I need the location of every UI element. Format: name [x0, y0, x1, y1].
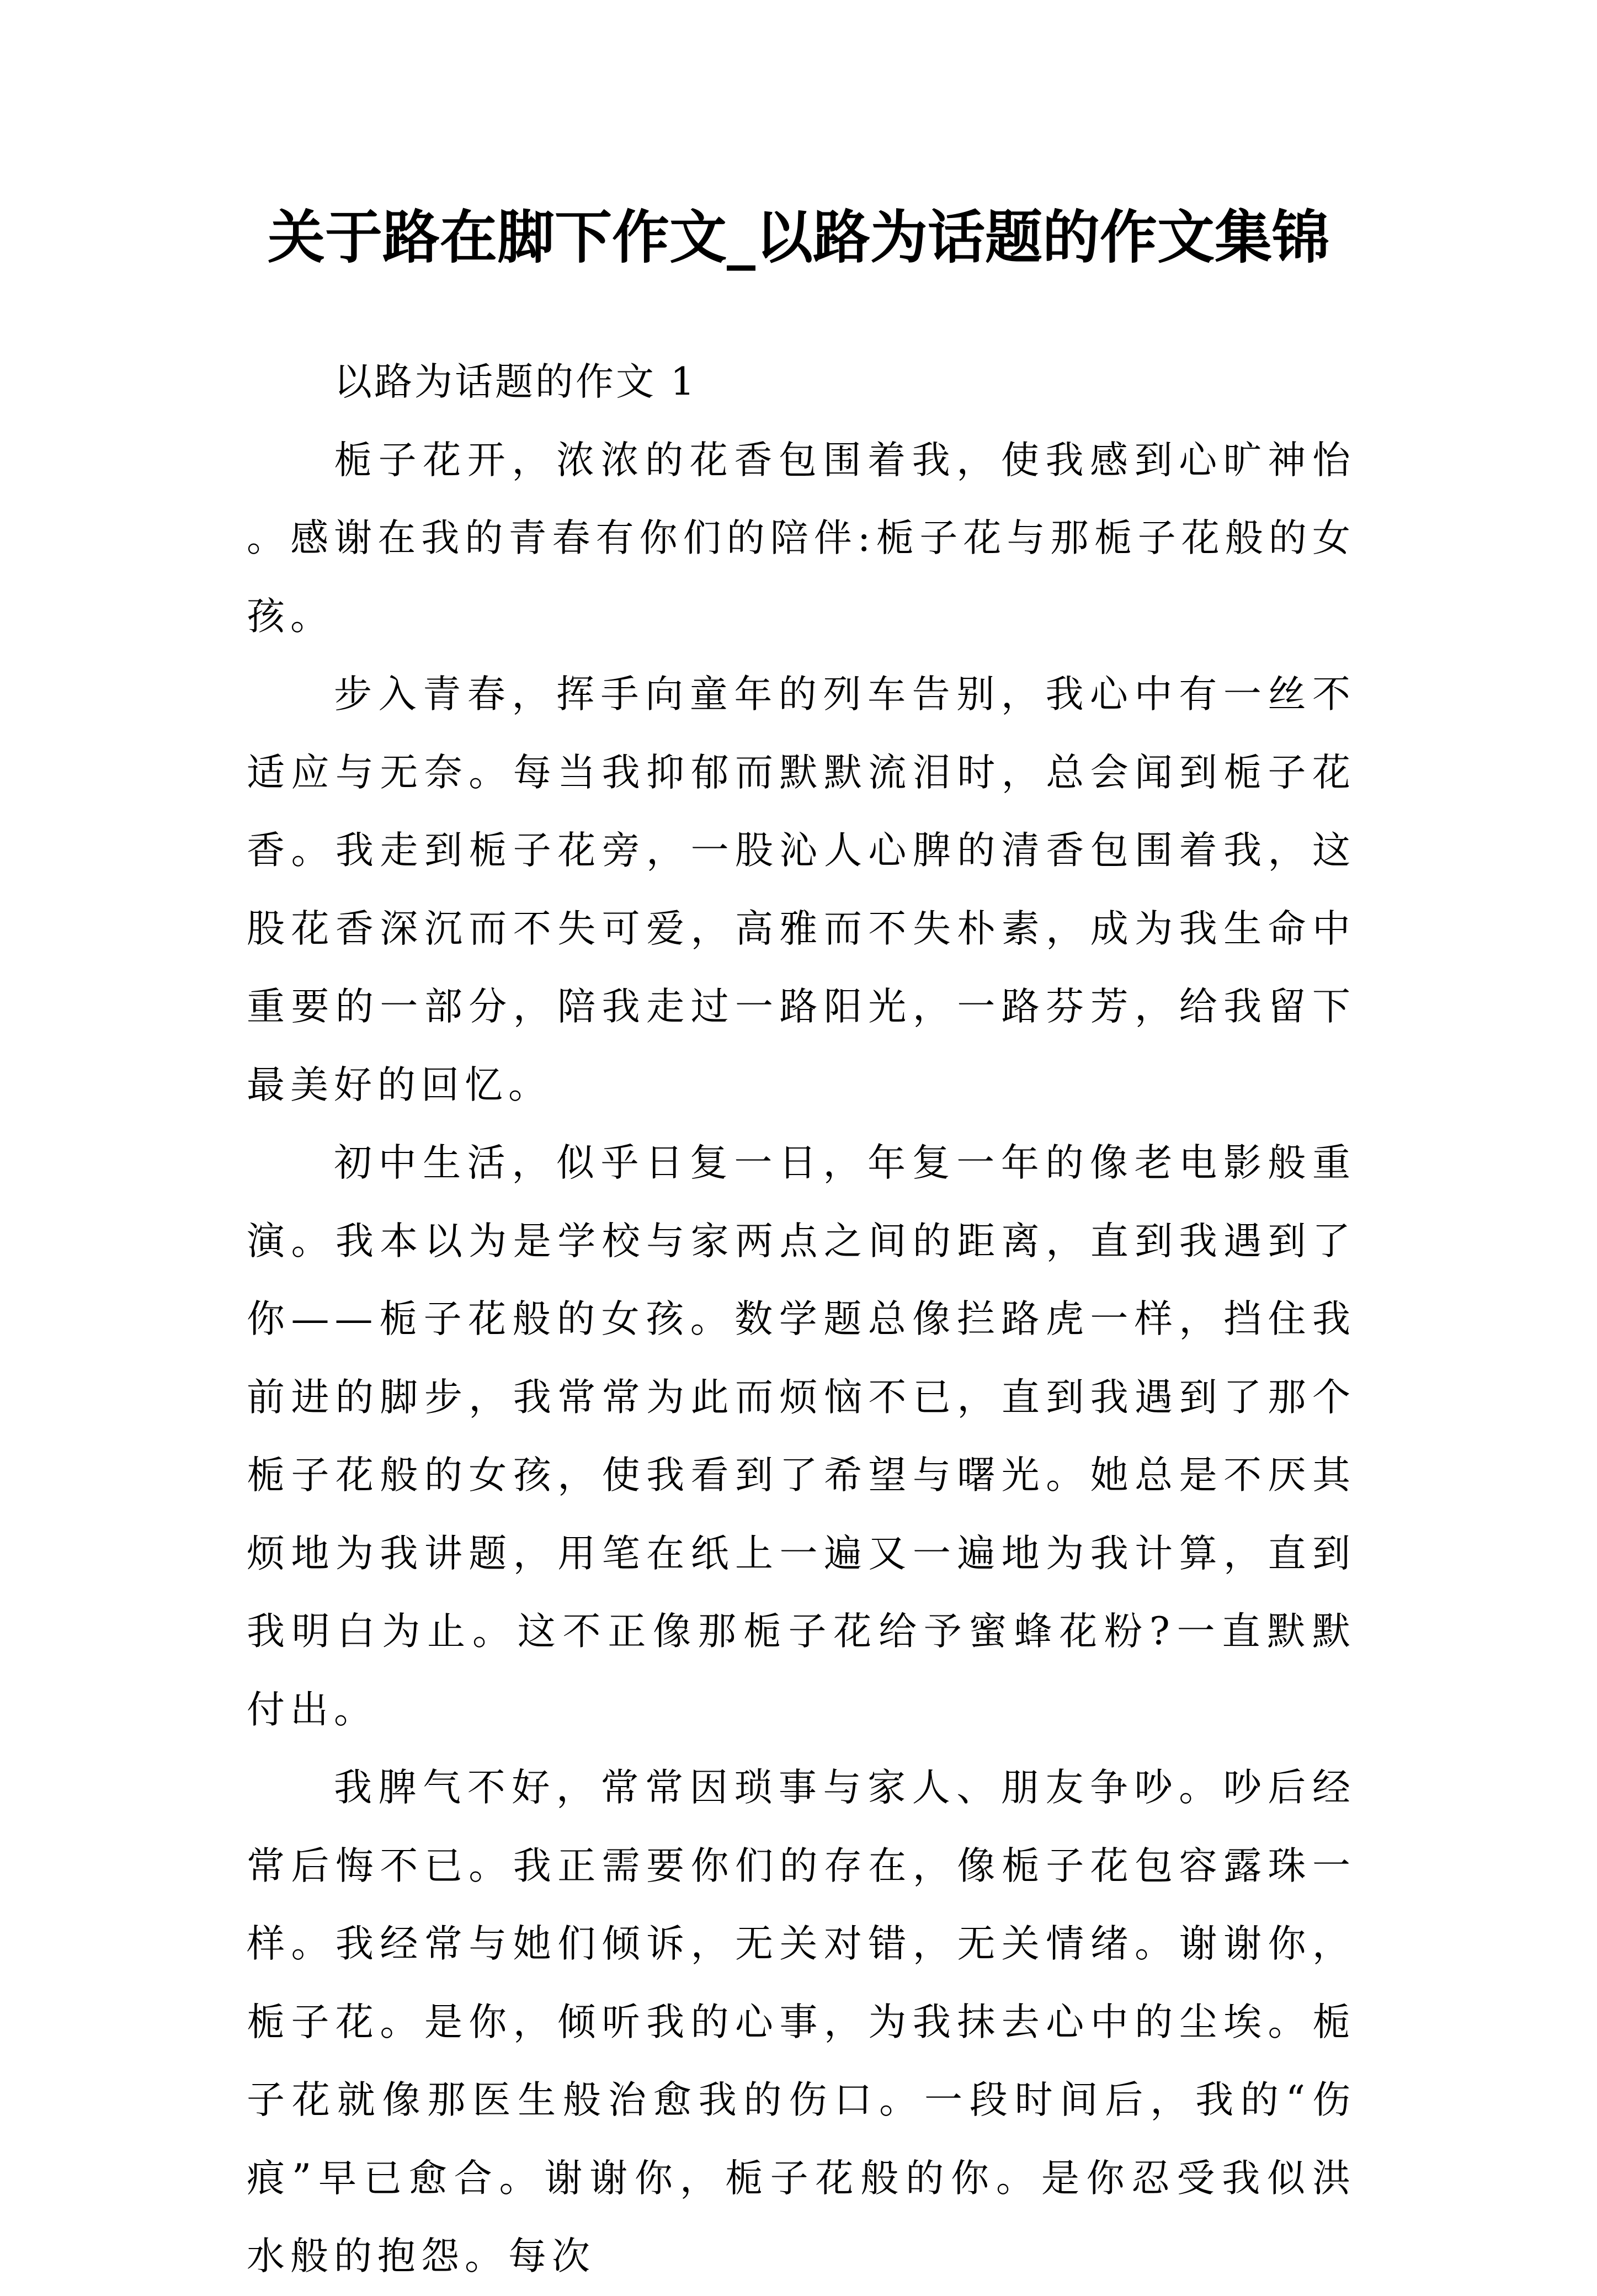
document-body — [247, 343, 1356, 2296]
paragraph: 我脾气不好，常常因琐事与家人、朋友争吵。吵后经常后悔不已。我正需要你们的存在，像栀子花包容露珠一样。我经常与她们倾诉，无关对错，无关情绪。谢谢你，栀子花。是你，倾听我的心事，为我抹去心中的尘埃。栀子花就像那医生般治愈我的伤口。一段时间后，我的“伤痕”早已愈合。谢谢你，栀子花般的你。是你忍受我似洪水般的抱怨。每次 — [247, 1766, 1356, 2278]
paragraph: 步入青春，挥手向童年的列车告别，我心中有一丝不适应与无奈。每当我抑郁而默默流泪时，总会闻到栀子花香。我走到栀子花旁，一股沁人心脾的清香包围着我，这股花香深沉而不失可爱，高雅而不失朴素，成为我生命中重要的一部分，陪我走过一路阳光，一路芬芳，给我留下最美好的回忆。 — [247, 672, 1356, 1107]
document-title: 关于路在脚下作文_以路为话题的作文集锦 — [267, 204, 1329, 271]
paragraph: 初中生活，似乎日复一日，年复一年的像老电影般重演。我本以为是学校与家两点之间的距离，直到我遇到了你——栀子花般的女孩。数学题总像拦路虎一样，挡住我前进的脚步，我常常为此而烦恼不已，直到我遇到了那个栀子花般的女孩，使我看到了希望与曙光。她总是不厌其烦地为我讲题，用笔在纸上一遍又一遍地为我计算，直到我明白为止。这不正像那栀子花给予蜜蜂花粉?一直默默付出。 — [247, 1141, 1356, 1732]
section-heading: 以路为话题的作文 1 — [334, 360, 697, 404]
paragraph: 栀子花开，浓浓的花香包围着我，使我感到心旷神怡。感谢在我的青春有你们的陪伴:栀子花与那栀子花般的女孩。 — [247, 438, 1356, 639]
